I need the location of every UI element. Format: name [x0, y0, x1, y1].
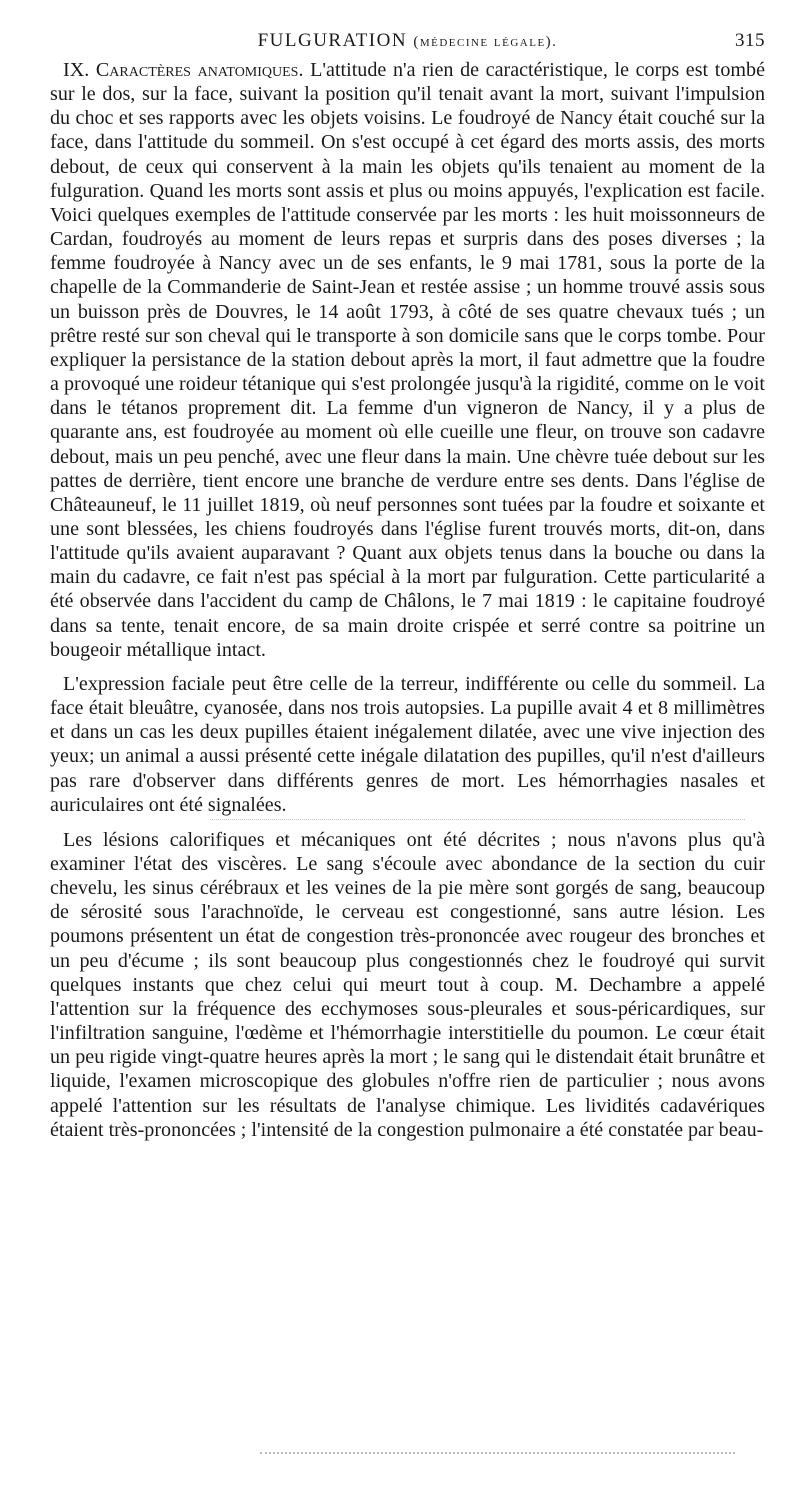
footer-rule	[260, 1452, 735, 1454]
running-title-sub: (médecine légale).	[413, 34, 558, 50]
page-number: 315	[735, 30, 765, 51]
running-title-main: FULGURATION	[257, 30, 408, 51]
section-number: IX.	[63, 59, 90, 81]
paragraph-2: L'expression faciale peut être celle de la terreur, indifférente ou celle du sommeil. La face était bleuâtre, cyanosée, dans nos trois autopsies. La pupille avait 4 et 8 millimètres et dans un cas les deux pupilles étaient inégalement dilatée, avec une vive injection des yeux; un animal a aussi présenté cette inégale dilatation des pupilles, qu'il n'est d'ailleurs pas rare d'observer dans différents genres de mort. Les hémorrhagies nasales et auriculaires ont été signalées.	[50, 672, 765, 816]
paragraph-1-text: L'attitude n'a rien de caractéristique, le corps est tombé sur le dos, sur la face, suivant la position qu'il tenait avant la mort, suivant l'impulsion du choc et ses rapports avec les objets voisins. Le foudroyé de Nancy était couché sur la face, dans l'attitude du sommeil. On s'est occupé à cet égard des morts assis, des morts debout, de ceux qui conservent à la main les objets qu'ils tenaient au moment de la fulguration. Quand les morts sont assis et plus ou moins appuyés, l'explication est facile. Voici quelques exemples de l'attitude conservée par les morts : les huit moissonneurs de Cardan, foudroyés au moment de leurs repas et surpris dans des poses diverses ; la femme foudroyée à Nancy avec un de ses enfants, le 9 mai 1781, sous la porte de la chapelle de la Commanderie de Saint-Jean et restée assise ; un homme trouvé assis sous un buisson près de Douvres, le 14 août 1793, à côté de ses quatre chevaux tués ; un prêtre resté sur son cheval qui le transporte à son domicile sans que le corps tombe. Pour expliquer la persistance de la station debout après la mort, il faut admettre que la foudre a provoqué une roideur tétanique qui s'est prolongée jusqu'à la rigidité, comme on le voit dans le tétanos proprement dit. La femme d'un vigneron de Nancy, il y a plus de quarante ans, est foudroyée au moment où elle cueille une fleur, on trouve son cadavre debout, mais un peu penché, avec une fleur dans la main. Une chèvre tuée debout sur les pattes de derrière, tient encore une branche de verdure entre ses dents. Dans l'église de Châteauneuf, le 11 juillet 1819, où neuf personnes sont tuées par la foudre et soixante et une sont blessées, les chiens foudroyés dans l'église furent trouvés morts, dit-on, dans l'attitude qu'ils avaient auparavant ? Quant aux objets tenus dans la bouche ou dans la main du cadavre, ce fait n'est pas spécial à la mort par fulguration. Cette particularité a été observée dans l'accident du camp de Châlons, le 7 mai 1819 : le capitaine foudroyé dans sa tente, tenait encore, de sa main droite crispée et serré contre sa poitrine un bougeoir métallique intact.	[50, 59, 765, 661]
running-head	[50, 22, 765, 58]
page	[50, 22, 765, 1142]
running-title	[50, 30, 765, 52]
paragraph-3: Les lésions calorifiques et mécaniques ont été décrites ; nous n'avons plus qu'à examiner l'état des viscères. Le sang s'écoule avec abondance de la section du cuir chevelu, les sinus cérébraux et les veines de la pie mère sont gorgés de sang, beaucoup de sérosité sous l'arachnoïde, le cerveau est congestionné, sans autre lésion. Les poumons présentent un état de congestion très-prononcée avec rougeur des bronches et un peu d'écume ; ils sont beaucoup plus congestionnés chez le foudroyé qui survit quelques instants que chez celui qui meurt tout à coup. M. Dechambre a appelé l'attention sur la fréquence des ecchymoses sous-pleurales et sous-péricardiques, sur l'infiltration sanguine, l'œdème et l'hémorrhagie interstitielle du poumon. Le cœur était un peu rigide vingt-quatre heures après la mort ; le sang qui le distendait était brunâtre et liquide, l'examen microscopique des globules n'offre rien de particulier ; nous avons appelé l'attention sur les résultats de l'analyse chimique. Les lividités cadavériques étaient très-prononcées ; l'intensité de la congestion pulmonaire a été constatée par beau-	[50, 828, 765, 1141]
paragraph-separator	[210, 819, 745, 828]
section-heading: Caractères anatomiques.	[95, 59, 304, 81]
paragraph-1	[50, 58, 765, 662]
